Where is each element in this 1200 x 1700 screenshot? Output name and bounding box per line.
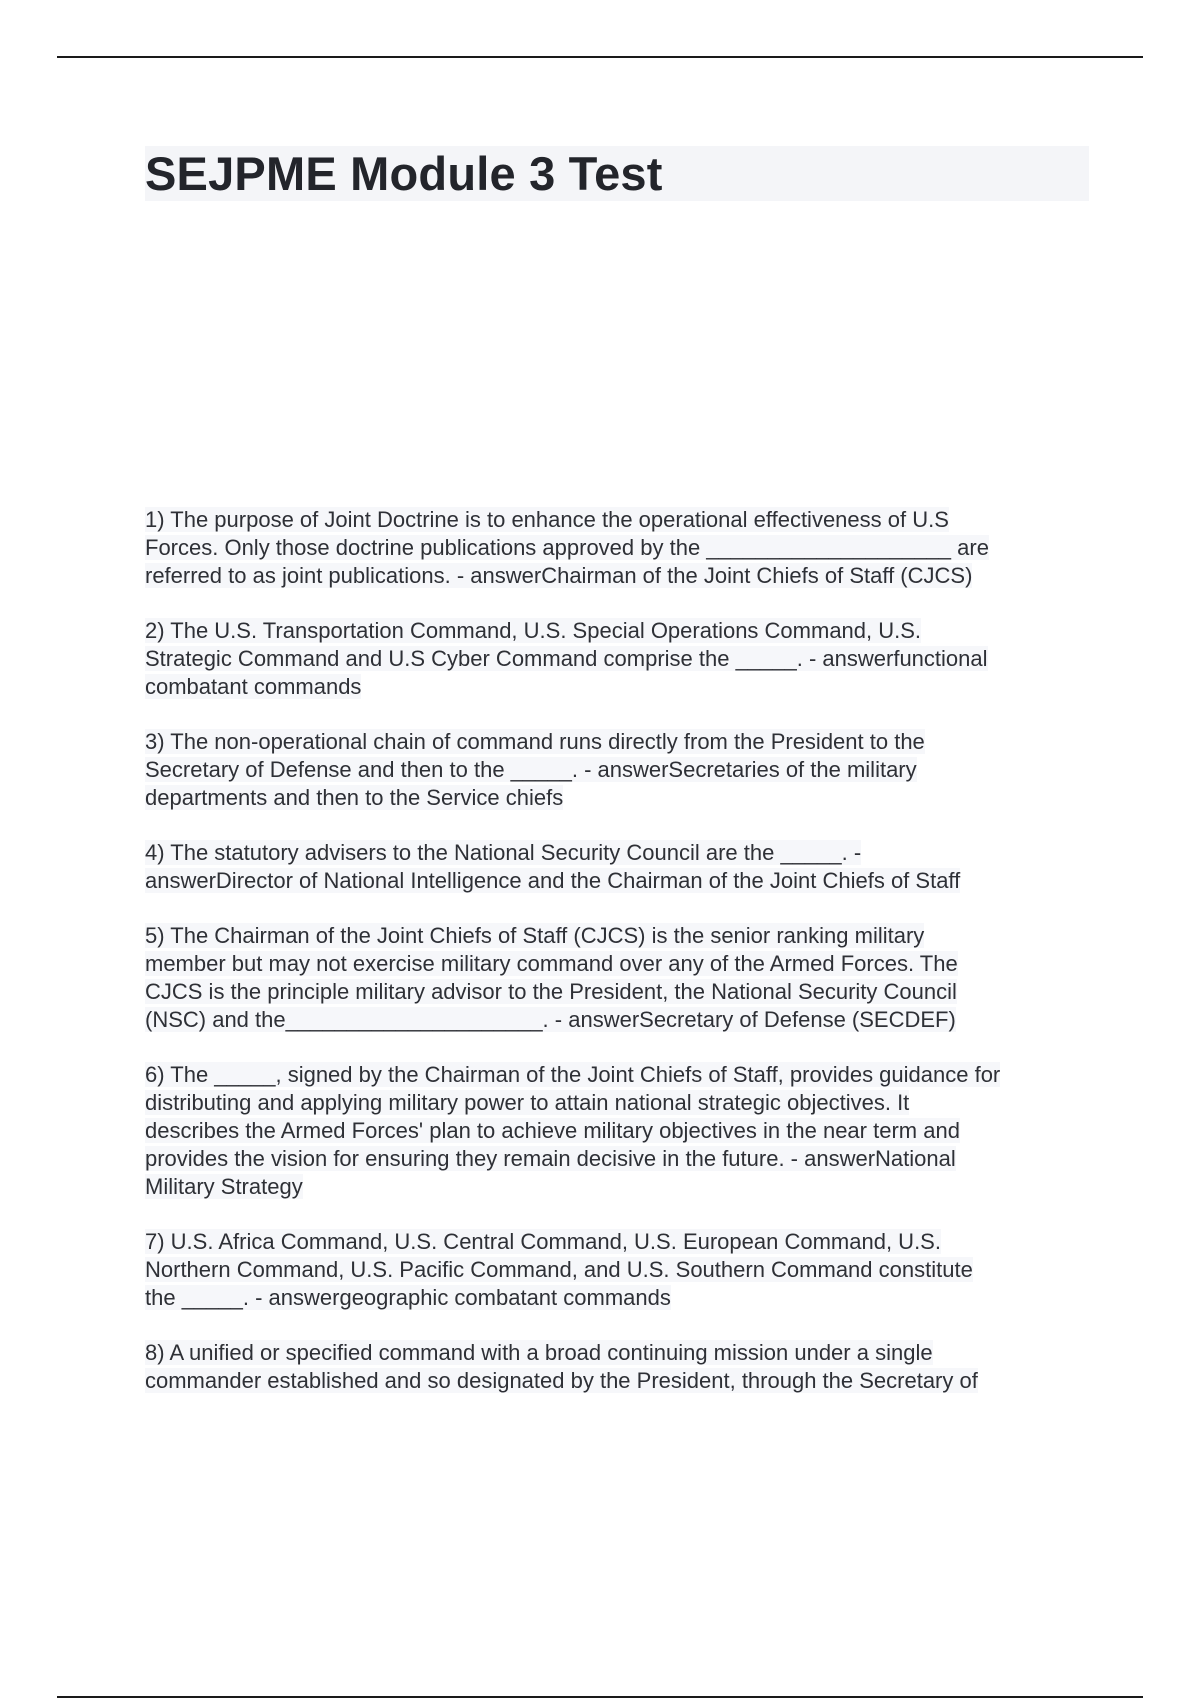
question-item-5 — [145, 922, 1095, 1034]
question-item-2 — [145, 617, 1095, 701]
page-title: SEJPME Module 3 Test — [145, 147, 663, 200]
question-line: 5) The Chairman of the Joint Chiefs of Staff (CJCS) is the senior ranking military — [145, 923, 925, 948]
question-line: combatant commands — [145, 674, 362, 699]
question-line: Forces. Only those doctrine publications approved by the ____________________ are — [145, 535, 989, 560]
question-line: Northern Command, U.S. Pacific Command, and U.S. Southern Command constitute — [145, 1257, 973, 1282]
question-list — [145, 506, 1095, 1422]
question-line: 8) A unified or specified command with a broad continuing mission under a single — [145, 1340, 933, 1365]
question-line: Strategic Command and U.S Cyber Command comprise the _____. - answerfunctional — [145, 646, 988, 671]
question-line: describes the Armed Forces' plan to achieve military objectives in the near term and — [145, 1118, 960, 1143]
bottom-rule — [57, 1696, 1143, 1698]
question-item-8 — [145, 1339, 1095, 1395]
question-item-1 — [145, 506, 1095, 590]
question-line: Military Strategy — [145, 1174, 303, 1199]
question-line: 2) The U.S. Transportation Command, U.S. Special Operations Command, U.S. — [145, 618, 922, 643]
question-line: referred to as joint publications. - answerChairman of the Joint Chiefs of Staff (CJCS) — [145, 563, 973, 588]
question-line: answerDirector of National Intelligence and the Chairman of the Joint Chiefs of Staff — [145, 868, 961, 893]
question-line: departments and then to the Service chiefs — [145, 785, 564, 810]
question-line: member but may not exercise military command over any of the Armed Forces. The — [145, 951, 958, 976]
question-line: Secretary of Defense and then to the _____. - answerSecretaries of the military — [145, 757, 917, 782]
question-line: 4) The statutory advisers to the National Security Council are the _____. - — [145, 840, 862, 865]
question-line: 7) U.S. Africa Command, U.S. Central Command, U.S. European Command, U.S. — [145, 1229, 941, 1254]
question-item-7 — [145, 1228, 1095, 1312]
question-line: 6) The _____, signed by the Chairman of the Joint Chiefs of Staff, provides guidance for — [145, 1062, 1001, 1087]
question-line: (NSC) and the_____________________. - answerSecretary of Defense (SECDEF) — [145, 1007, 956, 1032]
question-item-4 — [145, 839, 1095, 895]
question-line: commander established and so designated by the President, through the Secretary of — [145, 1368, 978, 1393]
top-rule — [57, 56, 1143, 58]
question-line: 1) The purpose of Joint Doctrine is to enhance the operational effectiveness of U.S — [145, 507, 949, 532]
question-item-3 — [145, 728, 1095, 812]
question-line: provides the vision for ensuring they remain decisive in the future. - answerNational — [145, 1146, 956, 1171]
question-line: CJCS is the principle military advisor to the President, the National Security Council — [145, 979, 957, 1004]
question-line: 3) The non-operational chain of command runs directly from the President to the — [145, 729, 925, 754]
question-item-6 — [145, 1061, 1095, 1201]
question-line: distributing and applying military power to attain national strategic objectives. It — [145, 1090, 910, 1115]
question-line: the _____. - answergeographic combatant commands — [145, 1285, 671, 1310]
